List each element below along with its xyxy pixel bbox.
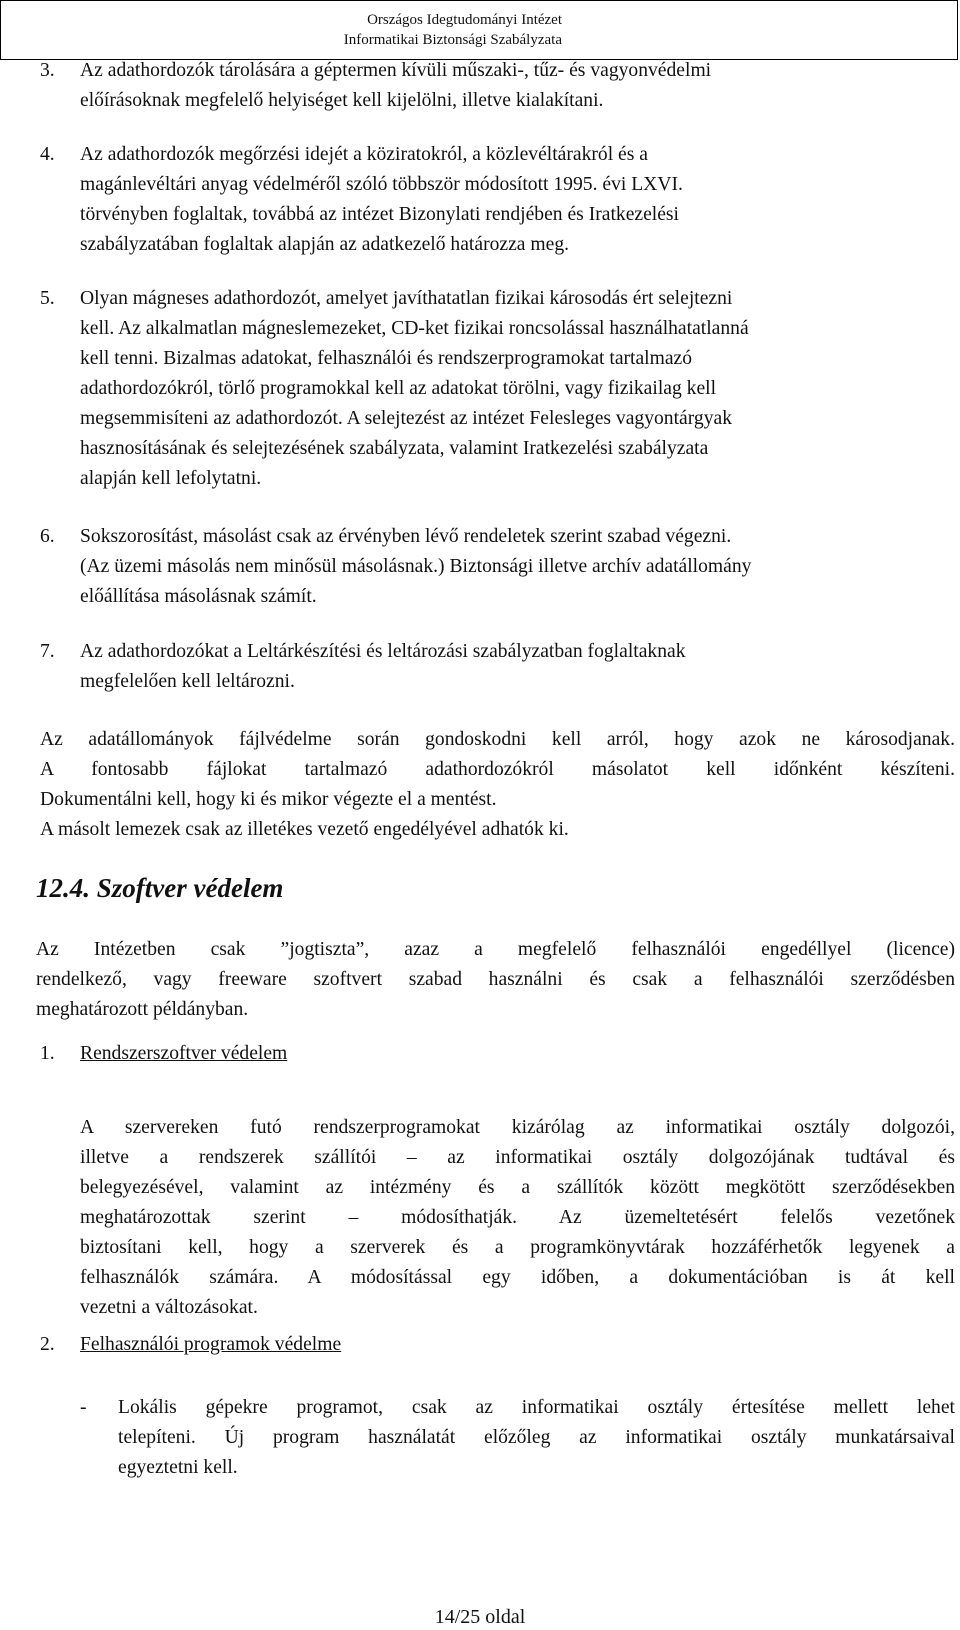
header-organization: Országos Idegtudományi Intézet (367, 12, 562, 28)
text-line: A szervereken futó rendszerprogramokat kizárólag az informatikai osztály dolgozói, (80, 1117, 955, 1138)
text-line: Az adatállományok fájlvédelme során gondoskodni kell arról, hogy azok ne károsodjanak. (40, 729, 955, 750)
text-line: meghatározott példányban. (36, 999, 249, 1020)
text-line: kell tenni. Bizalmas adatokat, felhasználói és rendszerprogramokat tartalmazó (80, 348, 693, 369)
section-heading: 12.4. Szoftver védelem (36, 873, 284, 903)
text-line: rendelkező, vagy freeware szoftvert szabad használni és csak a felhasználói szerződésben (36, 969, 955, 990)
text-line: A fontosabb fájlokat tartalmazó adathordozókról másolatot kell időnként készíteni. (40, 759, 955, 780)
subsection-1-body (80, 1113, 955, 1323)
text-line: (Az üzemi másolás nem minősül másolásnak.) Biztonsági illetve archív adatállomány (80, 556, 752, 577)
text-line: belegyezésével, valamint az intézmény és a szállítók között megkötött szerződésekben (80, 1177, 955, 1198)
item-text (80, 140, 955, 260)
text-line: A másolt lemezek csak az illetékes vezető engedélyével adhatók ki. (40, 819, 569, 840)
text-line: előírásoknak megfelelő helyiséget kell kijelölni, illetve kialakítani. (80, 90, 604, 111)
text-line: magánlevéltári anyag védelméről szóló többször módosított 1995. évi LXVI. (80, 174, 683, 195)
section-intro-paragraph (36, 935, 955, 1025)
text-line: előállítása másolásnak számít. (80, 586, 317, 607)
item-text (80, 522, 955, 612)
subsection-title-text: Felhasználói programok védelme (80, 1334, 342, 1355)
text-line: kell. Az alkalmatlan mágneslemezeket, CD-ket fizikai roncsolással használhatatlanná (80, 318, 749, 339)
page-number: 14/25 oldal (434, 1606, 526, 1628)
text-line: Sokszorosítást, másolást csak az érvényben lévő rendeletek szerint szabad végezni. (80, 526, 732, 547)
text-line: vezetni a változásokat. (80, 1297, 258, 1318)
text-line: Az Intézetben csak ”jogtiszta”, azaz a megfelelő felhasználói engedéllyel (licence) (36, 939, 955, 960)
text-line: biztosítani kell, hogy a szerverek és a programkönyvtárak hozzáférhetők legyenek a (80, 1237, 955, 1258)
page-header (0, 0, 958, 60)
text-line: egyeztetni kell. (118, 1457, 238, 1478)
text-line: telepíteni. Új program használatát előzőleg az informatikai osztály munkatársaival (118, 1427, 955, 1448)
text-line: megfelelően kell leltározni. (80, 671, 295, 692)
item-text (80, 637, 955, 697)
text-line: adathordozókról, törlő programokkal kell az adatokat törölni, vagy fizikailag kell (80, 378, 717, 399)
text-line: megsemmisíteni az adathordozót. A selejtezést az intézet Felesleges vagyontárgyak (80, 408, 732, 429)
item-number: 4. (40, 144, 55, 165)
item-number: 7. (40, 641, 55, 662)
text-line: felhasználók számára. A módosítással egy időben, a dokumentációban is át kell (80, 1267, 955, 1288)
text-line: Az adathordozók tárolására a géptermen kívüli műszaki-, tűz- és vagyonvédelmi (80, 60, 712, 81)
text-line: Lokális gépekre programot, csak az informatikai osztály értesítése mellett lehet (118, 1397, 955, 1418)
subsection-number: 2. (40, 1334, 55, 1355)
text-line: törvényben foglaltak, továbbá az intézet Bizonylati rendjében és Iratkezelési (80, 204, 679, 225)
text-line: Olyan mágneses adathordozót, amelyet javíthatatlan fizikai károsodás ért selejtezni (80, 288, 733, 309)
subsection-title-text: Rendszerszoftver védelem (80, 1043, 288, 1064)
header-document-title: Informatikai Biztonsági Szabályzata (343, 32, 562, 48)
text-line: szabályzatában foglaltak alapján az adatkezelő határozza meg. (80, 234, 570, 255)
item-number: 3. (40, 60, 55, 81)
text-line: Az adathordozók megőrzési idejét a köziratokról, a közlevéltárakról és a (80, 144, 648, 165)
bullet-text (118, 1393, 955, 1483)
text-line: Az adathordozókat a Leltárkészítési és leltározási szabályzatban foglaltaknak (80, 641, 686, 662)
bullet-dash: - (80, 1397, 87, 1418)
item-number: 5. (40, 288, 55, 309)
backup-paragraph (40, 725, 955, 845)
text-line: illetve a rendszerek szállítói – az informatikai osztály dolgozójának tudtával és (80, 1147, 955, 1168)
item-number: 6. (40, 526, 55, 547)
item-text (80, 284, 955, 494)
item-text (80, 56, 955, 116)
text-line: alapján kell lefolytatni. (80, 468, 262, 489)
text-line: meghatározottak szerint – módosíthatják. Az üzemeltetésért felelős vezetőnek (80, 1207, 955, 1228)
text-line: Dokumentálni kell, hogy ki és mikor végezte el a mentést. (40, 789, 497, 810)
text-line: hasznosításának és selejtezésének szabályzata, valamint Iratkezelési szabályzata (80, 438, 709, 459)
subsection-number: 1. (40, 1043, 55, 1064)
